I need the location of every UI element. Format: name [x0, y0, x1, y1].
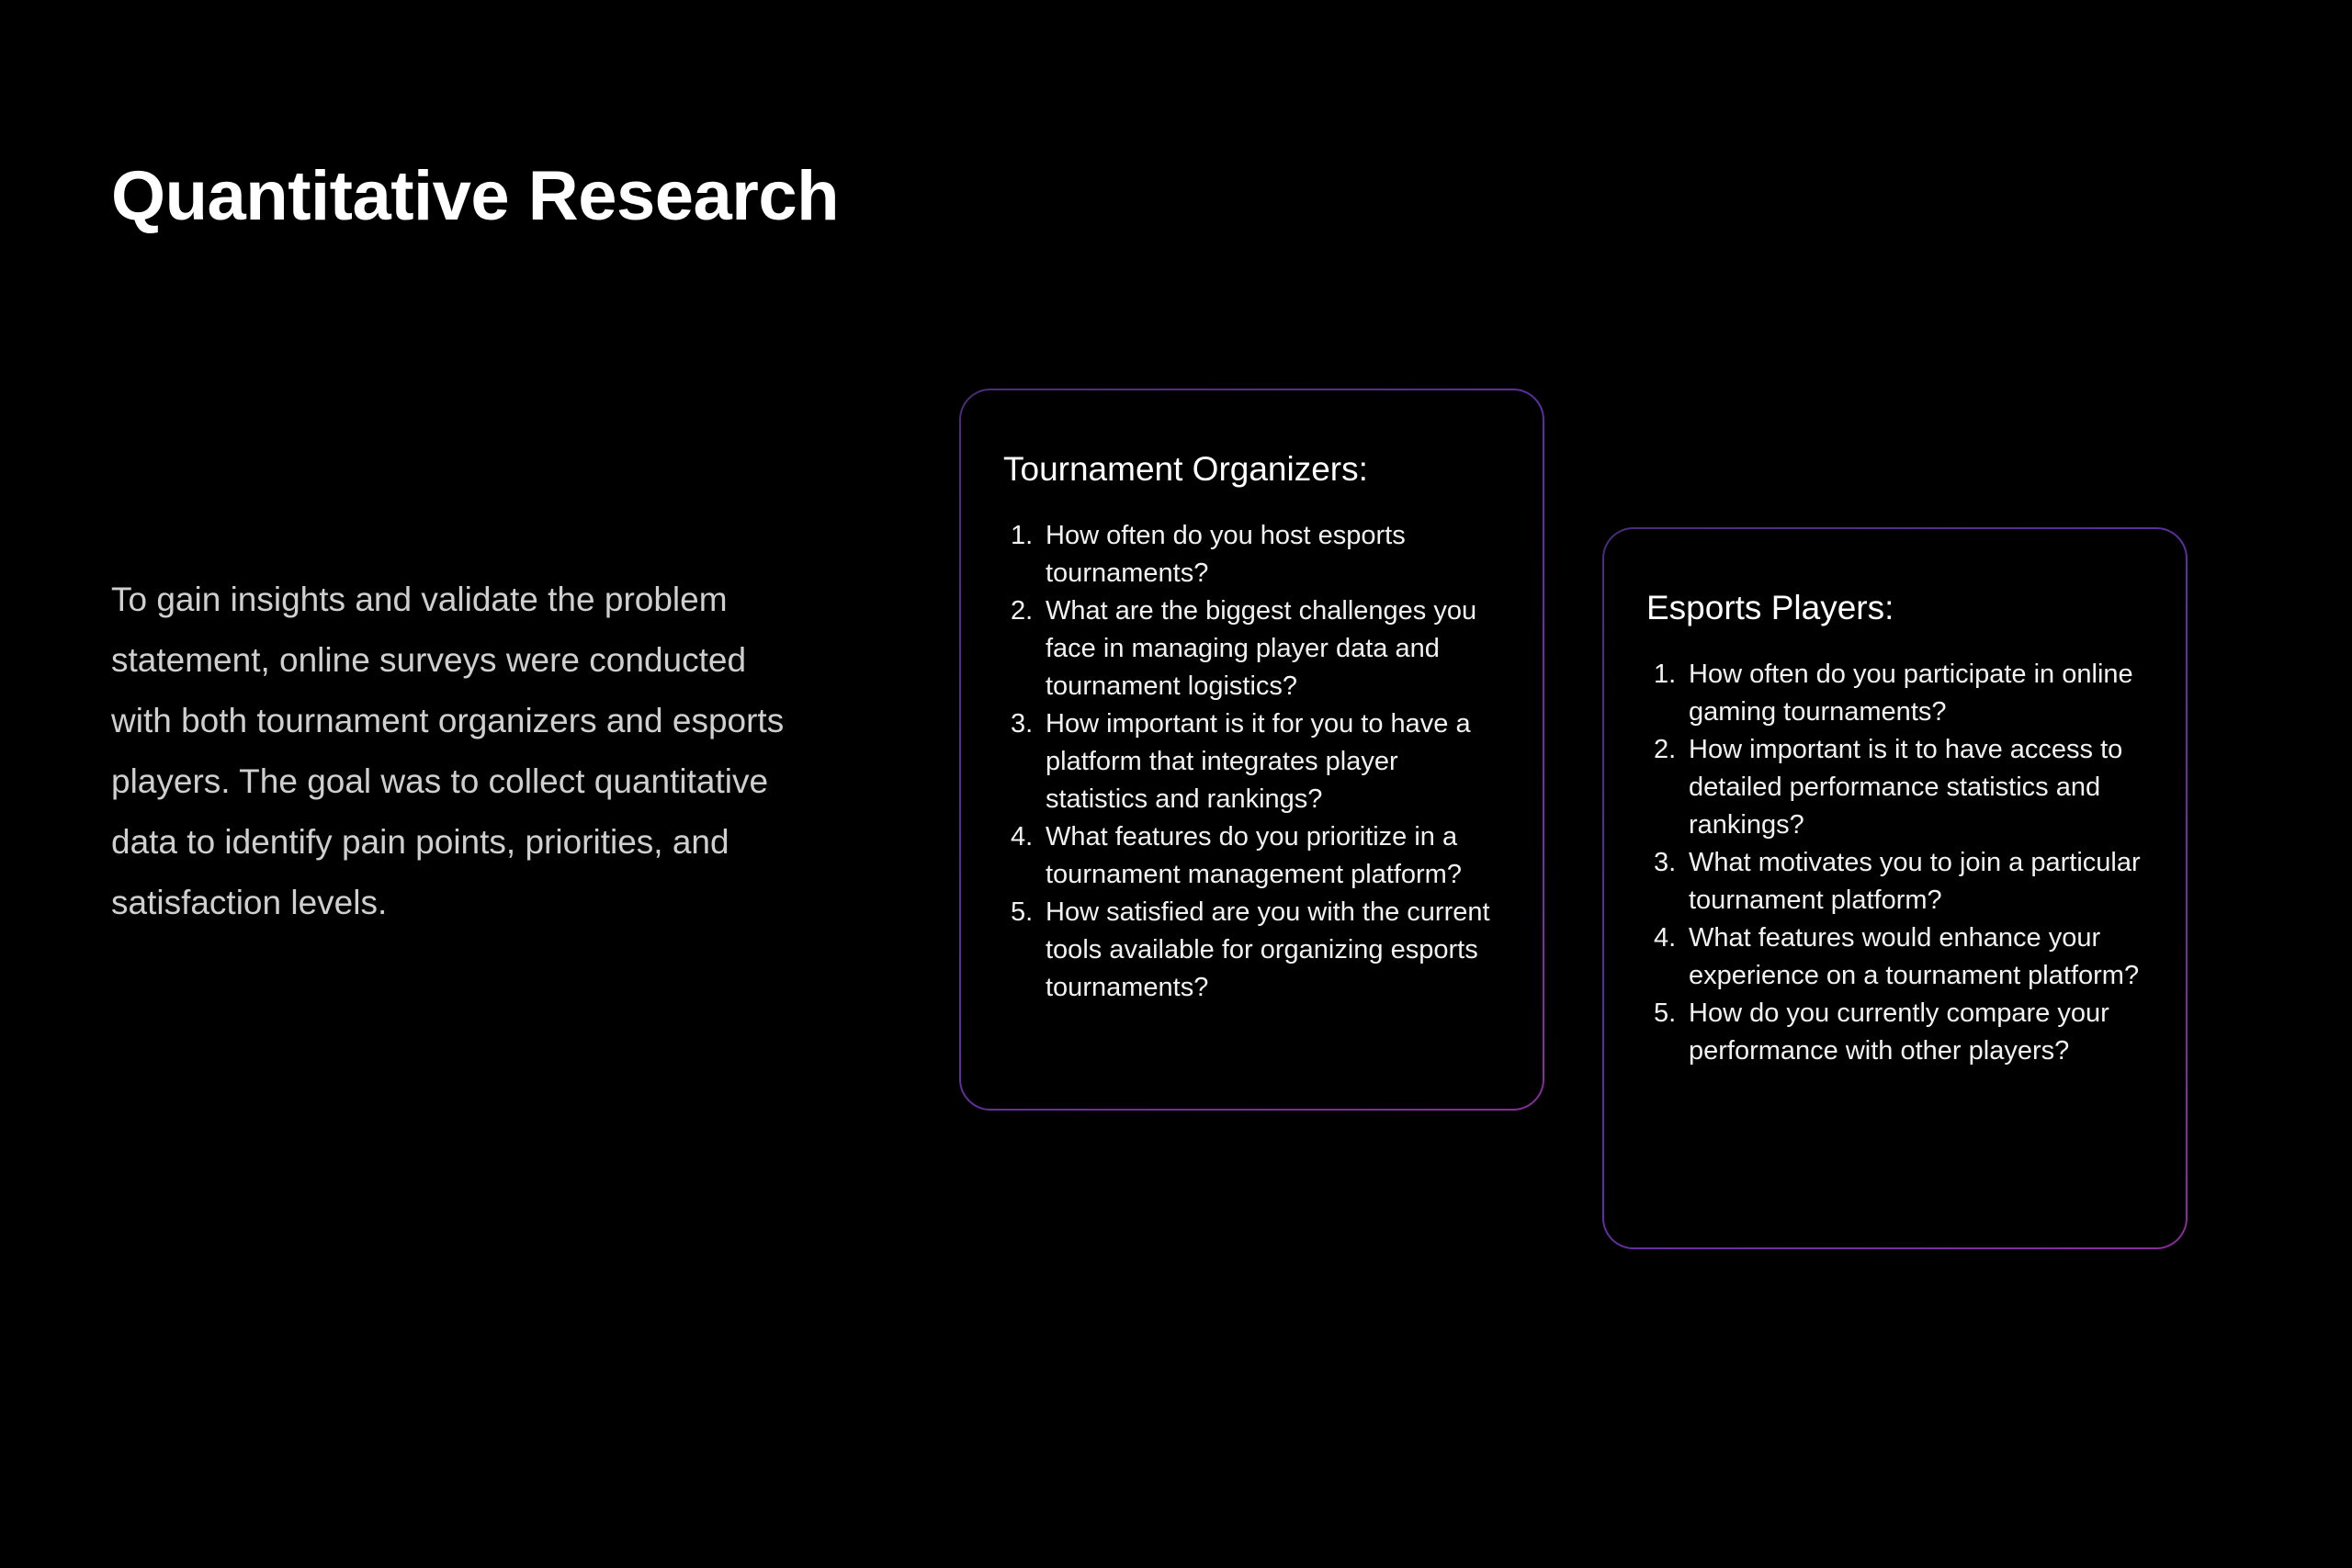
list-item: [1003, 517, 1502, 592]
question-number: 3.: [1654, 848, 1677, 878]
list-item: [1003, 592, 1502, 705]
question-number: 2.: [1011, 596, 1034, 626]
question-text: What motivates you to join a particular tournament platform?: [1689, 848, 2141, 916]
question-text: What features do you prioritize in a tournament management platform?: [1046, 822, 1462, 890]
question-list: [1646, 656, 2145, 1070]
question-number: 3.: [1011, 709, 1034, 739]
card-body: [961, 390, 1543, 1109]
card-heading: Tournament Organizers:: [1003, 450, 1368, 488]
question-text: How often do you participate in online gaming tournaments?: [1689, 660, 2133, 728]
list-item: [1646, 731, 2145, 844]
page-title: Quantitative Research: [111, 157, 840, 235]
question-list: [1003, 517, 1502, 1007]
list-item: [1003, 818, 1502, 894]
question-number: 4.: [1011, 822, 1034, 852]
intro-paragraph: To gain insights and validate the problem statement, online surveys were conducted with both tournament organizers and esports players. The goal was to collect quantitative data to identify pain points, priorities, and satisfaction levels.: [111, 581, 785, 921]
question-number: 5.: [1654, 998, 1677, 1029]
card-body: [1604, 529, 2186, 1247]
list-item: [1646, 919, 2145, 995]
question-text: How often do you host esports tournaments?: [1046, 521, 1406, 589]
question-text: How do you currently compare your performance with other players?: [1689, 998, 2109, 1066]
tournament-organizers-card: [959, 389, 1544, 1111]
question-text: How satisfied are you with the current tools available for organizing esports tournaments?: [1046, 897, 1490, 1003]
list-item: [1003, 894, 1502, 1007]
question-number: 5.: [1011, 897, 1034, 928]
list-item: [1003, 705, 1502, 818]
list-item: [1646, 995, 2145, 1070]
card-heading: Esports Players:: [1646, 589, 1894, 626]
question-text: How important is it for you to have a platform that integrates player statistics and rankings?: [1046, 709, 1471, 815]
question-number: 1.: [1654, 660, 1677, 690]
list-item: [1646, 844, 2145, 919]
question-number: 4.: [1654, 923, 1677, 953]
question-text: What features would enhance your experience on a tournament platform?: [1689, 923, 2140, 991]
question-number: 2.: [1654, 735, 1677, 765]
esports-players-card: [1602, 527, 2188, 1249]
list-item: [1646, 656, 2145, 731]
question-text: What are the biggest challenges you face in managing player data and tournament logistics?: [1046, 596, 1477, 702]
question-text: How important is it to have access to detailed performance statistics and rankings?: [1689, 735, 2123, 840]
question-number: 1.: [1011, 521, 1034, 551]
